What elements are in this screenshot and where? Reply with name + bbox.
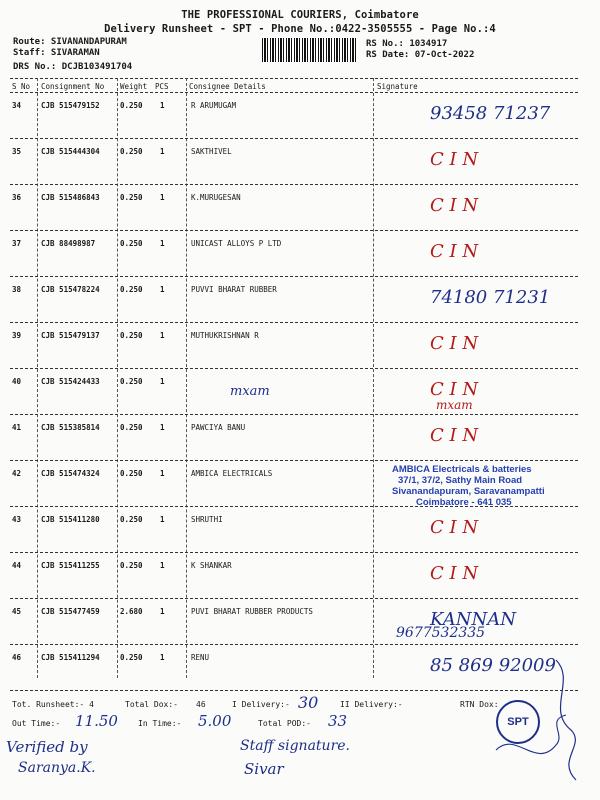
row-pcs: 1 — [160, 515, 165, 524]
row-weight: 0.250 — [120, 285, 143, 294]
row40-scribble: mxam — [230, 384, 270, 399]
table-header-border — [10, 92, 578, 93]
document-title: THE PROFESSIONAL COURIERS, Coimbatore — [181, 9, 419, 21]
row-consignee: PAWCIYA BANU — [191, 423, 246, 432]
row-separator — [10, 230, 578, 231]
row-sno: 45 — [12, 607, 22, 616]
row-sno: 35 — [12, 147, 22, 156]
out-time-label: Out Time:- — [12, 719, 61, 728]
ambica-stamp — [392, 464, 592, 508]
row-weight: 0.250 — [120, 193, 143, 202]
row-signature: C I N — [430, 333, 479, 354]
row-consignment-no: CJB 515474324 — [41, 469, 100, 478]
row-consignee: R ARUMUGAM — [191, 101, 237, 110]
row-consignee: AMBICA ELECTRICALS — [191, 469, 273, 478]
row-consignee: SHRUTHI — [191, 515, 223, 524]
row-consignee: K.MURUGESAN — [191, 193, 241, 202]
total-dox-label: Total Dox:- — [125, 700, 178, 709]
row-separator — [10, 414, 578, 415]
row-pcs: 1 — [160, 101, 165, 110]
row-signature: C I N — [430, 195, 479, 216]
row-separator — [10, 644, 578, 645]
row-consignment-no: CJB 515486843 — [41, 193, 100, 202]
row-weight: 0.250 — [120, 239, 143, 248]
stamp-line-3: Sivanandapuram, Saravanampatti — [392, 486, 545, 497]
row-sno: 44 — [12, 561, 22, 570]
row-signature: 74180 71231 — [430, 287, 551, 308]
ii-delivery-label: II Delivery:- — [340, 700, 403, 709]
row-separator — [10, 368, 578, 369]
row45-phone: 9677532335 — [396, 625, 486, 641]
row-signature: C I N — [430, 149, 479, 170]
row-consignment-no: CJB 515424433 — [41, 377, 100, 386]
row-signature: C I N — [430, 241, 479, 262]
row-pcs: 1 — [160, 469, 165, 478]
row-pcs: 1 — [160, 561, 165, 570]
staff-label: Staff: SIVARAMAN — [13, 48, 100, 58]
row-consignee: RENU — [191, 653, 210, 662]
row-consignment-no: CJB 515411294 — [41, 653, 100, 662]
row-weight: 0.250 — [120, 331, 143, 340]
row-weight: 2.680 — [120, 607, 143, 616]
row-weight: 0.250 — [120, 377, 143, 386]
col-divider-3 — [186, 78, 187, 678]
row-signature: 93458 71237 — [430, 103, 551, 124]
total-pod-value: 33 — [328, 712, 348, 730]
row-signature: C I N — [430, 379, 479, 400]
row-weight: 0.250 — [120, 515, 143, 524]
column-header-pcs: PCS — [155, 82, 169, 91]
row-separator — [10, 276, 578, 277]
col-divider-4 — [373, 78, 374, 678]
in-time-value: 5.00 — [198, 712, 232, 730]
row-weight: 0.250 — [120, 653, 143, 662]
row-pcs: 1 — [160, 331, 165, 340]
row-consignee: PUVI BHARAT RUBBER PRODUCTS — [191, 607, 313, 616]
row-signature: C I N — [430, 517, 479, 538]
row-sno: 36 — [12, 193, 22, 202]
spt-stamp-text: SPT — [507, 716, 529, 728]
row-separator — [10, 184, 578, 185]
row-consignee: PUVVI BHARAT RUBBER — [191, 285, 277, 294]
i-delivery-value: 30 — [298, 693, 319, 712]
row-consignment-no: CJB 515411280 — [41, 515, 100, 524]
table-top-border — [10, 78, 578, 79]
row-pcs: 1 — [160, 285, 165, 294]
row-sno: 41 — [12, 423, 22, 432]
stamp-line-2: 37/1, 37/2, Sathy Main Road — [398, 475, 523, 486]
row-signature: C I N — [430, 563, 479, 584]
row-weight: 0.250 — [120, 423, 143, 432]
row-pcs: 1 — [160, 607, 165, 616]
row-consignment-no: CJB 515479137 — [41, 331, 100, 340]
row40-overwrite: mxam — [436, 398, 473, 412]
column-header-consignment: Consignment No — [41, 82, 105, 91]
row-consignment-no: CJB 515478224 — [41, 285, 100, 294]
column-header-sno: S No — [12, 82, 31, 91]
row-sno: 34 — [12, 101, 22, 110]
total-pod-label: Total POD:- — [258, 719, 311, 728]
row-sno: 43 — [12, 515, 22, 524]
row-separator — [10, 138, 578, 139]
staff-signature-name: Sivar — [244, 760, 284, 778]
drs-number: DRS No.: DCJB103491704 — [13, 62, 133, 72]
total-dox-value: 46 — [196, 700, 206, 709]
stamp-line-4: Coimbatore - 641 035 — [416, 497, 512, 508]
row-consignment-no: CJB 515411255 — [41, 561, 100, 570]
staff-signature-label: Staff signature. — [240, 738, 350, 754]
column-header-weight: Weight — [120, 82, 148, 91]
row-consignee: UNICAST ALLOYS P LTD — [191, 239, 282, 248]
col-divider-2 — [117, 78, 118, 678]
row-sno: 42 — [12, 469, 22, 478]
row-pcs: 1 — [160, 147, 165, 156]
row-consignment-no: CJB 88498987 — [41, 239, 96, 248]
tot-runsheet: Tot. Runsheet:- 4 — [12, 700, 94, 709]
column-header-consignee: Consignee Details — [189, 82, 266, 91]
row-weight: 0.250 — [120, 101, 143, 110]
verified-by-name: Saranya.K. — [18, 760, 96, 776]
row-weight: 0.250 — [120, 561, 143, 570]
row-sno: 40 — [12, 377, 22, 386]
signature-scribble-right — [476, 650, 591, 790]
row-sno: 38 — [12, 285, 22, 294]
i-delivery-label: I Delivery:- — [232, 700, 290, 709]
row-consignment-no: CJB 515444304 — [41, 147, 100, 156]
stamp-line-1: AMBICA Electricals & batteries — [392, 464, 532, 475]
verified-by-label: Verified by — [6, 738, 88, 756]
row-sno: 37 — [12, 239, 22, 248]
row-signature: 85 869 92009 — [430, 655, 556, 676]
col-divider-1 — [37, 78, 38, 678]
row-consignee: SAKTHIVEL — [191, 147, 232, 156]
row-pcs: 1 — [160, 239, 165, 248]
row-consignee: K SHANKAR — [191, 561, 232, 570]
column-header-signature: Signature — [377, 82, 418, 91]
row-sno: 46 — [12, 653, 22, 662]
out-time-value: 11.50 — [75, 712, 118, 730]
row-pcs: 1 — [160, 423, 165, 432]
row-weight: 0.250 — [120, 469, 143, 478]
rs-number: RS No.: 1034917 — [366, 39, 448, 49]
row-consignee: MUTHUKRISHNAN R — [191, 331, 259, 340]
route-label: Route: SIVANANDAPURAM — [13, 37, 127, 47]
barcode-image — [262, 38, 358, 62]
row-pcs: 1 — [160, 653, 165, 662]
in-time-label: In Time:- — [138, 719, 182, 728]
row-separator — [10, 598, 578, 599]
row-pcs: 1 — [160, 377, 165, 386]
row-separator — [10, 552, 578, 553]
row-weight: 0.250 — [120, 147, 143, 156]
rs-date: RS Date: 07-Oct-2022 — [366, 50, 475, 60]
row-pcs: 1 — [160, 193, 165, 202]
row-sno: 39 — [12, 331, 22, 340]
row-signature: C I N — [430, 425, 479, 446]
row-consignment-no: CJB 515477459 — [41, 607, 100, 616]
row-signature: KANNAN — [430, 609, 516, 630]
rtn-dox-label: RTN Dox: — [460, 700, 499, 709]
row-consignment-no: CJB 515385814 — [41, 423, 100, 432]
document-subtitle: Delivery Runsheet - SPT - Phone No.:0422-3505555 - Page No.:4 — [104, 23, 496, 35]
row-separator — [10, 322, 578, 323]
row-separator — [10, 460, 578, 461]
row-consignment-no: CJB 515479152 — [41, 101, 100, 110]
